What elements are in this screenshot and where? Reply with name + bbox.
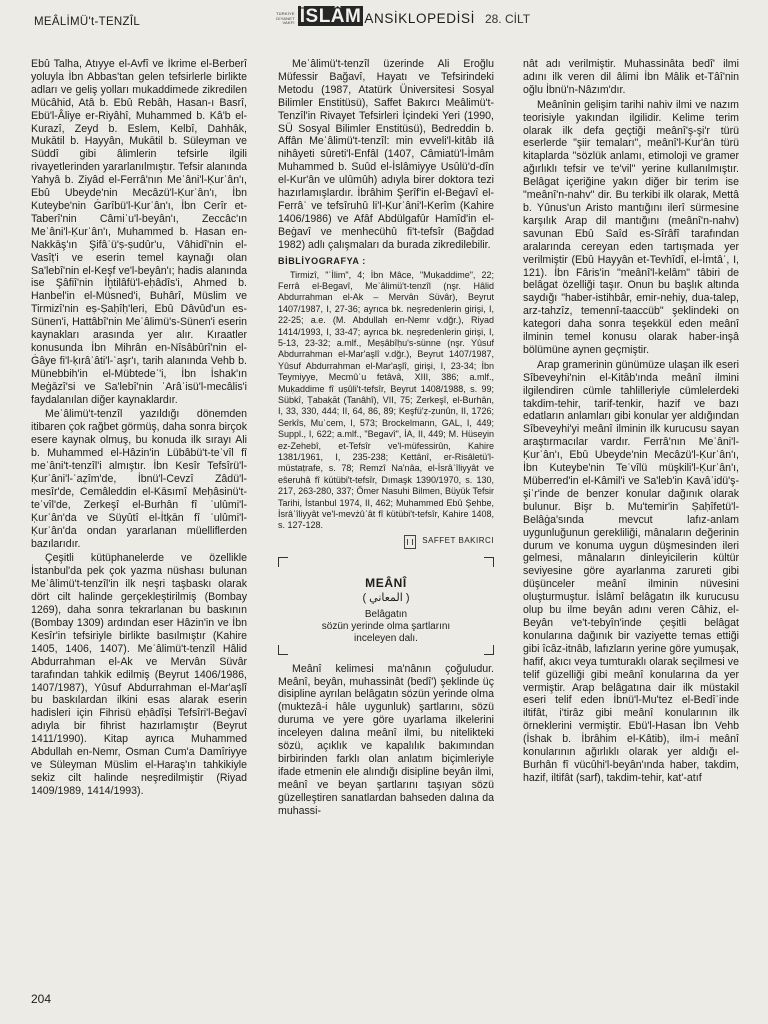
entry-heading-box [278, 557, 494, 655]
paragraph: Arap gramerinin günümüze ulaşan ilk eseri Sîbeveyhi'nin el-Kitâb'ında meânî ilmini ilgilendiren cümle tahlilleriyle cümlelerdeki takdim-tehir, tarif-tenkir, hazif ve bazı edatların anlamları gibi konular yer aldığından Sîbeveyhi'yi meânî ilminin ilk kurucusu sayan araştırmacılar vardır. Ferrâ'nın Meʿâni'l-Ḳurʾân'ı, Ebû Ubeyde'nin Mecâzü'l-Ḳurʾân'ı, İbn Kuteybe'nin Teʾvîlü müşkili'l-Ḳurʾân'ı, Müberred'in el-Kâmil'i ve Sa'leb'in Ḳavâʿidü'ş-şiʿr'inde de benzer konular dağınık olarak bulunur. Bişr b. Mu'temir'in Ṣaḥîfetü'l-Belâġa'sında mevcut lafız-anlam uygunluğunun gerekliliği, mânaların değerinin durum ve konuma uygun düşmesinden ileri gelmesi, mânaların dinleyicilerin kültür seviyesine göre ayarlanma zarureti gibi düşünceler meânî ilminin nüvesini oluşturmuştur. İslâmî belâgatın ilk kurucusu olup bu ilme beyân adını veren Câhiz, el-Beyân ve't-tebyîn'inde çeşitli belâgat konularına dağınık bir vaziyette temas ettiği gibi îcâz-itnâb, lafızların yerine göre yumuşak, hafif, akıcı veya tumturaklı olarak seçilmesi ve telif güzelliği gibi meânî konularına da yer vermiştir. Arap belâgatına dair ilk müstakil eseri telif eden İbnü'l-Mu'tez el-Bedîʿinde iltifât, i'tirâz gibi meânî konularının ilk örneklerini vermiştir. Ebü'l-Hasan İbn Vehb (İshak b. İbrâhim el-Kâtib), ilm-i meânî konularının ağırlıklı olarak yer aldığı el-Burhân fî vücûhi'l-beyân'ında haber, takdim, hazif, iltifât (sarf), takdim-tehir, kat'-atıf [523, 358, 739, 784]
running-title: MEÂLİMÜ't-TENZÎL [34, 16, 141, 28]
bibliography-text: Tirmizî, "ʿİlim", 4; İbn Mâce, "Muḳaddime", 22; Ferrâ el-Begavî, Meʿâlimü't-tenzîl (nşr. Hâlid Abdurrahman el-Ak – Mervân Süvâr), Beyrut 1407/1987, I, 27-36; ayrıca bk. neşredenlerin girişi, I, 22-25; a.e. (M. Abdullah en-Nemr v.dğr.), Riyad 1414/1993, I, 33-47; ayrıca bk. neşredenlerin girişi, I, 5-13, 23-32; a.mlf., Meṣâbîḥu's-sünne (nşr. Yûsuf Abdurrahman el-Mar'aşlî v.dğr.), Beyrut 1407/1987, Yûsuf Abdurrahman el-Mar'aşlî, girişi, I, 23-34; İbn Teymiyye, Mecmûʿu fetâvâ, XIII, 386; a.mlf., Muḳaddime fî uṣûli't-tefsîr, Beyrut 1408/1988, s. 99; Sübkî, Ṭabaḳāt (Tanâhî), VII, 75; Zerkeşî, el-Burhân, I, 33, 330, 444; II, 64, 86, 89; Keşfü'ẓ-ẓunûn, II, 1726; Serkîs, Muʿcem, I, 573; Brockelmann, GAL, I, 449; Suppl., I, 622; a.mlf., "Begavî", İA, II, 449; M. Hüseyin ez-Zehebî, et-Tefsîr ve'l-müfessirûn, Kahire 1381/1961, I, 235-238; Kettânî, er-Risâletü'l-müstaṭrafe, s. 78; Remzî Na'nâa, el-İsrâʾîliyyât ve eŝeruhâ fî kütübi't-tefsîr, Dımaşk 1390/1970, s. 130, 217, 263-280, 337; Ömer Nasuhi Bilmen, Büyük Tefsir Tarihi, İstanbul 1974, II, 462; Muhammed Ebû Şehbe, İsrâʾîliyyât ve'l-mevżûʿât fî kütübi't-tefsîr, Kahire 1408, s. 127-128. [278, 269, 494, 531]
entry-title: MEÂNÎ [365, 575, 407, 590]
paragraph: nât adı verilmiştir. Muhassinâta bedî' ilmi adını ilk veren dil âlimi İbn Mâlik et-Tâî'nin oğlu İbnü'n-Nâzım'dır. [523, 58, 739, 96]
publisher-label: TÜRKİYE DİYANET VAKFI [276, 11, 295, 26]
corner-mark-icon [278, 645, 288, 655]
bibliography-heading: BİBLİYOGRAFYA : [278, 255, 366, 266]
volume-label: 28. CİLT [484, 12, 531, 26]
encyclopedia-brand [276, 6, 530, 26]
entry-arabic-title: ( المعاني ) [362, 591, 410, 604]
corner-mark-icon [484, 557, 494, 567]
column-left [31, 58, 247, 973]
author-name: SAFFET BAKIRCI [422, 536, 494, 546]
corner-mark-icon [278, 557, 288, 567]
entry-definition: Belâgatın sözün yerinde olma şartlarını inceleyen dalı. [321, 608, 451, 644]
author-signature [278, 535, 494, 549]
author-mark-icon [404, 535, 416, 549]
brand-islam: İSLÂM [299, 6, 362, 27]
paragraph: Meʿâlimü't-tenzîl yazıldığı dönemden itibaren çok rağbet görmüş, daha sonra birçok esere kaynak olmuş, bu konuda ilk sırayı Ali b. Muhammed el-Hâzin'in Lübâbü't-teʾvîl fî meʿâni't-tenzîl'i almıştır. İbn Kesîr Tefsîrü'l-Ḳurʾâni'l-ʿaẓîm'de, İbnü'l-Cevzî Zâdü'l-mesîr'de, Cemâleddin el-Kāsımî Meḥâsinü't-teʾvîl'de, Zerkeşî el-Burhân fî ʿulûmi'l-Ḳurʾân'da ve Süyûtî el-İtḳān fî ʿulûmi'l-Ḳurʾân'da ondan yararlanan müelliflerden bazılarıdır. [31, 408, 247, 550]
paragraph: Meânî kelimesi ma'nânın çoğuludur. Meânî, beyân, muhassinât (bedî') şeklinde üç disipline ayrılan belâgatın sözün yerinde olma (muktezâ-i hâle uygunluk) şartlarını, sözü duruma ve yere göre uyarlama ilkelerini inceleyen dalına meânî ilmi, bu nitelikteki sözü, açıklık ve kapalılık bakımından birbirinden farklı olan anlatım biçimleriyle ifade etmenin ele alındığı disipline beyân ilmi, meânî ve beyan şartlarını taşıyan sözü güzelleştiren sanatlardan bahseden dalına da muhassi- [278, 662, 494, 817]
bibliography [278, 270, 494, 532]
paragraph: Ebû Talha, Atıyye el-Avfî ve İkrime el-Berberî yoluyla İbn Abbas'tan gelen tefsirlerle birlikte adları ve geliş yolları mukaddimede zikredilen Mücâhid, Atâ b. Ebû Rebâh, Hasan-ı Basrî, Ebü'l-Âliye er-Riyâhî, Muhammed b. Kâ'b el-Kurazî, Zeyd b. Eslem, Kelbî, Dahhâk, Mukātil b. Hayyân, Mukātil b. Süleyman ve Süddî gibi âlimlerin tefsirle ilgili rivayetlerinden yararlanılmıştır. Tefsir alanında Yahyâ b. Ziyâd el-Ferrâ'nın Meʿâni'l-Ḳurʾân'ı, Ebû Ubeyde'nin Mecâzü'l-Ḳurʾân'ı, İbn Kuteybe'nin Ġarîbü'l-Ḳurʾân'ı, İbn Cerîr et-Taberî'nin Câmiʿu'l-beyân'ı, Zeccâc'ın Meʿâni'l-Ḳurʾân'ı, Muhammed b. Hasan en-Nakkāş'ın Şifâʾü'ṣ-ṣudûr'u, Vâhidî'nin el-Vasîṭ'i ve eserin temel kaynağı olan Sa'lebî'nin el-Keşf ve'l-beyân'ı; hadis alanında ise Şâfiî'nin İḫtilâfü'l-eḥâdîs'i, Ahmed b. Hanbel'in el-Müsned'i, Buhârî, Müslim ve Tirmizî'nin eṣ-Ṣaḥîḥ'leri, Ebû Dâvûd'un es-Sünen'i, Hattâbî'nin Meʿâlimü's-Sünen'i eserin kaynakları arasında yer alır. Kıraatler konusunda İbn Mihrân en-Nîsâbûrî'nin el-Ġâye fi'l-ḳırâʾâti'l-ʿaşr'ı, tarih alanında Vehb b. Münebbih'in el-Mübtedeʾ'i, İbn İshak'ın Meġāzî'si ve Sa'lebî'nin ʿArâʾisü'l-mecâlis'i faydalanılan diğer kaynaklardır. [31, 58, 247, 406]
paragraph: Meânînin gelişim tarihi nahiv ilmi ve nazım teorisiyle yakından ilgilidir. Kelime terim olarak ilk defa geçtiği meânî'ş-şi'r türü eserlerde "şiir temaları", meânî'l-Kur'ân türü kitaplarda "sözlük anlamı, etimoloji ve gramer ağırlıklı tefsir ve te'vil" yerine kullanılmıştır. Belâgat içeriğine yakın diğer bir terim ise "meânî'n-nahv" dir. Bu terkibi ilk olarak, Mettâ b. Yûnus'un Aristo mantığını ilerî sürmesine karşılık Arap dil mantığını (meânî'n-nahv) savunan Ebû Saîd es-Sîrâfî tarafından aralarında cereyan eden tartışmada yer verilmiştir (Ebû Hayyân et-Tevhîdî, el-İmtâʿ, I, 121). İbn Fâris'in "meânî'l-kelâm" tâbiri de belâgat özelliği taşır. Onun bu başlık altında saydığı "haber-istihbâr, emir-nehiy, dua-talep, arz-tahzîz, temennî-taaccüb" şeklindeki on kategori daha sonra teşekkül eden meânî ilminin temel konusu olarak haber-inşâ bölümüne aynen geçmiştir. [523, 98, 739, 356]
corner-mark-icon [484, 645, 494, 655]
paragraph: Çeşitli kütüphanelerde ve özellikle İstanbul'da pek çok yazma nüshası bulunan Meʿâlimü't-tenzîl'in ilk neşri taşbaskı olarak dört cilt halinde gerçekleştirilmiş (Bombay 1269), daha sonra tekrarlanan bu baskının (Bombay 1309) ardından eser Hâzin'in ve İbn Kesîr'in tefsiriyle birlikte basılmıştır (Kahire 1405, 1406, 1407). Meʿâlimü't-tenzîl Hâlid Abdurrahman el-Ak ve Mervân Süvâr tarafından tahkik edilmiş (Beyrut 1406/1986, 1407/1987), Yûsuf Abdurrahman el-Mar'aşlî bu baskılardan ilkini esas alarak eserin hadisleri için Fihrisü eḥâdîṣi Tefsîri'l-Beġavî adıyla bir fihrist hazırlamıştır (Beyrut 1411/1990). Kitap ayrıca Muhammed Abdullah en-Nemr, Osman Cum'a Damîriyye ve Süleyman Müslim el-Haraş'ın tahkikiyle sekiz cilt halinde neşredilmiştir (Riyad 1409/1989, 1414/1993). [31, 552, 247, 797]
page-number: 204 [31, 992, 52, 1006]
column-middle [278, 58, 494, 973]
paragraph: Meʿâlimü't-tenzîl üzerinde Ali Eroğlu Müfessir Bağavî, Hayatı ve Tefsirindeki Metodu (1987, Atatürk Üniversitesi Sosyal Bilimler Enstitüsü), Saffet Bakırcı Meâlimü't-Tenzîl'in Rivayet Tefsirleri İçindeki Yeri (1990, SÜ Sosyal Bilimler Enstitüsü), Bedreddin b. Affân Meʿâlimü't-tenzîl: min evveli'l-kitâb ilâ nihâyeti sûreti'l-Enfâl (1407, Câmiatü'l-İmâm Muhammed b. Suûd el-İslâmiyye Usûlü'd-dîn el-Kur'ân ve ulûmûh) adıyla birer doktora tezi hazırlamışlardır. İbrâhim Şerîf'in el-Beġavî el-Ferrâʾ ve tefsîruhû li'l-Ḳurʾâni'l-Kerîm (Kahire 1406/1986) ve Afâf Abdülgafûr Hamîd'in el-Beġavî ve menhecühû fi't-tefsîr (Bağdad 1982) adlı çalışmaları da burada zikredilebilir. [278, 58, 494, 251]
column-right [523, 58, 739, 973]
brand-ansiklopedisi: ANSİKLOPEDİSİ [364, 11, 475, 26]
